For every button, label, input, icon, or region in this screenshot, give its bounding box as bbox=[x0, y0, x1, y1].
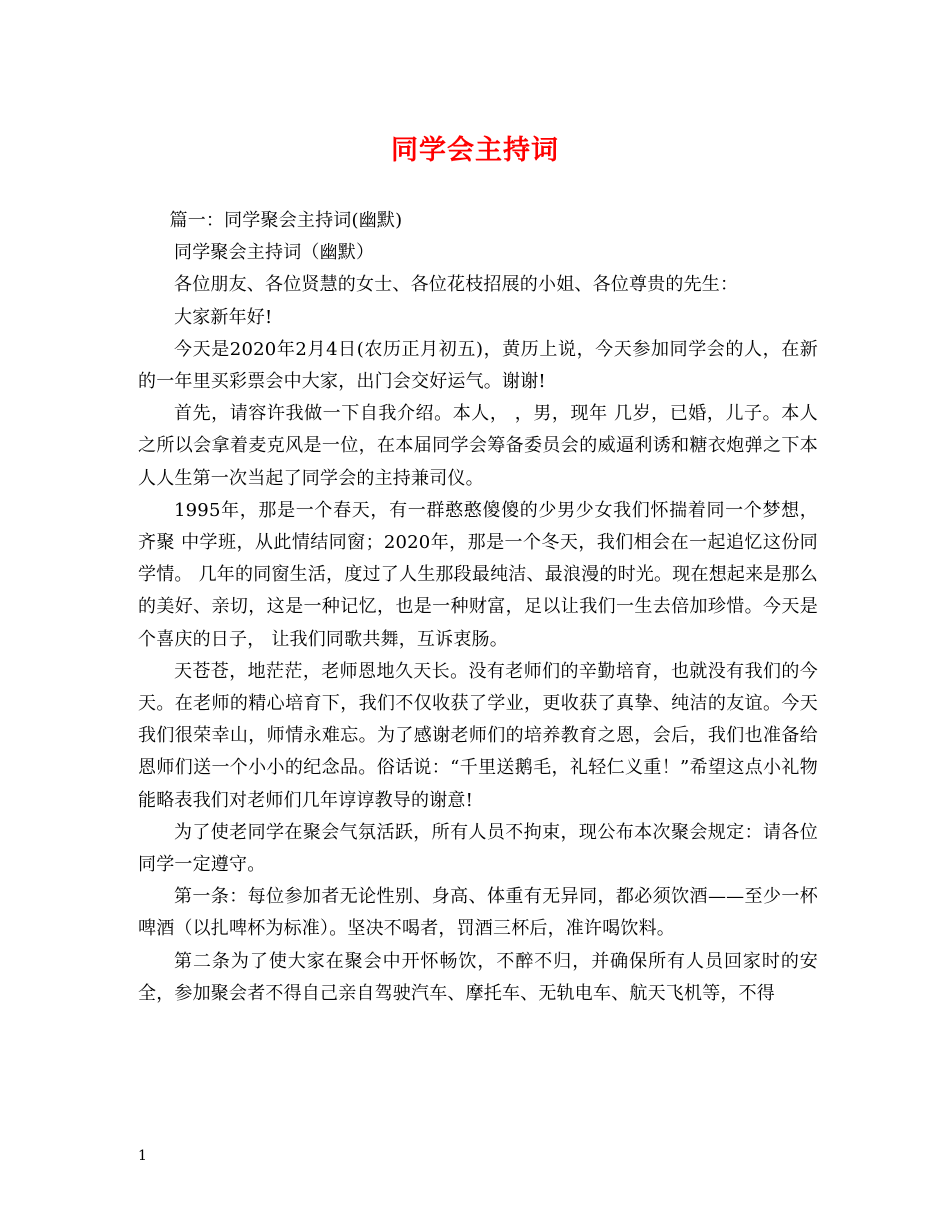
document-title: 同学会主持词 bbox=[391, 135, 559, 166]
document-body bbox=[138, 205, 818, 1010]
salutation: 各位朋友、各位贤慧的女士、各位花枝招展的小姐、各位尊贵的先生： bbox=[174, 274, 739, 296]
paragraph: 今天是2020年2月4日(农历正月初五)，黄历上说，今天参加同学会的人，在新的一年里买彩票会中大家，出门会交好运气。谢谢! bbox=[138, 338, 818, 393]
section-heading: 篇一：同学聚会主持词(幽默) bbox=[169, 210, 403, 231]
paragraph: 首先，请容许我做一下自我介绍。本人， ，男，现年 几岁，已婚，儿子。本人之所以会拿着麦克风是一位，在本届同学会筹备委员会的威逼利诱和糖衣炮弹之下本人人生第一次当起了同学会的主持兼司仪。 bbox=[138, 403, 818, 489]
greeting: 大家新年好! bbox=[174, 306, 273, 328]
subtitle: 同学聚会主持词（幽默） bbox=[174, 242, 375, 264]
paragraph: 为了使老同学在聚会气氛活跃，所有人员不拘束，现公布本次聚会规定：请各位同学一定遵守。 bbox=[138, 821, 818, 876]
paragraph: 第一条：每位参加者无论性别、身高、体重有无异同，都必须饮酒——至少一杯啤酒（以扎啤杯为标准）。坚决不喝者，罚酒三杯后，准许喝饮料。 bbox=[138, 886, 818, 940]
paragraph: 第二条为了使大家在聚会中开怀畅饮，不醉不归，并确保所有人员回家时的安全，参加聚会者不得自己亲自驾驶汽车、摩托车、无轨电车、航天飞机等，不得 bbox=[138, 950, 818, 1004]
paragraph: 1995年，那是一个春天，有一群憨憨傻傻的少男少女我们怀揣着同一个梦想，齐聚 中学班，从此情结同窗；2020年，那是一个冬天，我们相会在一起追忆这份同学情。 几年的同窗生活，度过了人生那段最纯洁、最浪漫的时光。现在想起来是那么的美好、亲切，这是一种记忆，也是一种财富，足以让我们一生去倍加珍惜。今天是个喜庆的日子， 让我们同歌共舞，互诉衷肠。 bbox=[138, 499, 818, 650]
page-number: 1 bbox=[138, 1148, 147, 1164]
paragraph: 天苍苍，地茫茫，老师恩地久天长。没有老师们的辛勤培育，也就没有我们的今天。在老师的精心培育下，我们不仅收获了学业，更收获了真挚、纯洁的友谊。今天我们很荣幸山，师情永难忘。为了感谢老师们的培养教育之恩，会后，我们也准备给恩师们送一个小小的纪念品。俗话说：“千里送鹅毛，礼轻仁义重！”希望这点小礼物能略表我们对老师们几年谆谆教导的谢意! bbox=[138, 660, 818, 811]
